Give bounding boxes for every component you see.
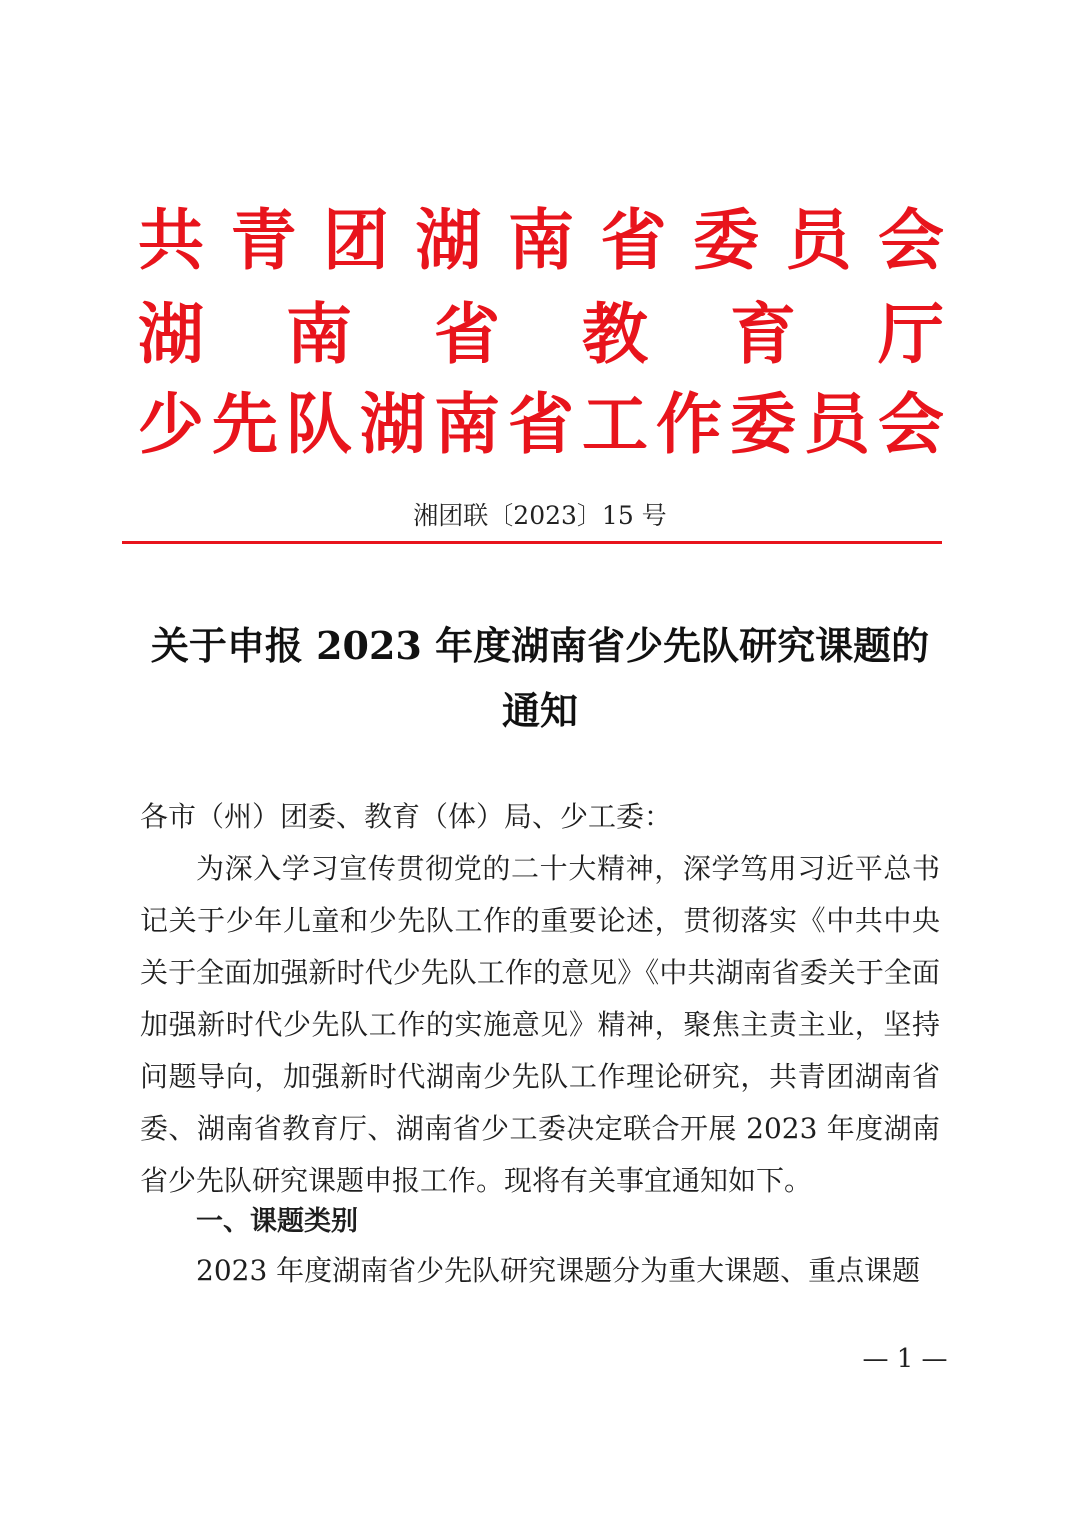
body-paragraph-1: 为深入学习宣传贯彻党的二十大精神，深学笃用习近平总书记关于少年儿童和少先队工作的重要论述，贯彻落实《中共中央关于全面加强新时代少先队工作的意见》《中共湖南省委关于全面加强新时代少先队工作的实施意见》精神，聚焦主责主业，坚持问题导向，加强新时代湖南少先队工作理论研究，共青团湖南省委、湖南省教育厅、湖南省少工委决定联合开展 2023 年度湖南省少先队研究课题申报工作。现将有关事宜通知如下。 <box>140 852 940 1197</box>
org-name-line-1: 共 青 团 湖 南 省 委 员 会 <box>138 202 944 279</box>
salutation: 各市（州）团委、教育（体）局、少工委： <box>140 800 673 833</box>
body-paragraph-2: 2023 年度湖南省少先队研究课题分为重大课题、重点课题 <box>196 1254 921 1287</box>
section-heading-1: 一、课题类别 <box>196 1206 358 1237</box>
org-name-line-3: 少 先 队 湖 南 省 工 作 委 员 会 <box>138 386 944 463</box>
page-number: — 1 — <box>862 1344 948 1374</box>
red-divider-line <box>122 541 942 544</box>
document-title-line-2: 通知 <box>501 688 578 733</box>
document-number: 湘团联〔2023〕15 号 <box>413 501 667 530</box>
org-name-line-2: 湖 南 省 教 育 厅 <box>138 296 944 373</box>
document-title-line-1: 关于申报 2023 年度湖南省少先队研究课题的 <box>150 623 930 668</box>
